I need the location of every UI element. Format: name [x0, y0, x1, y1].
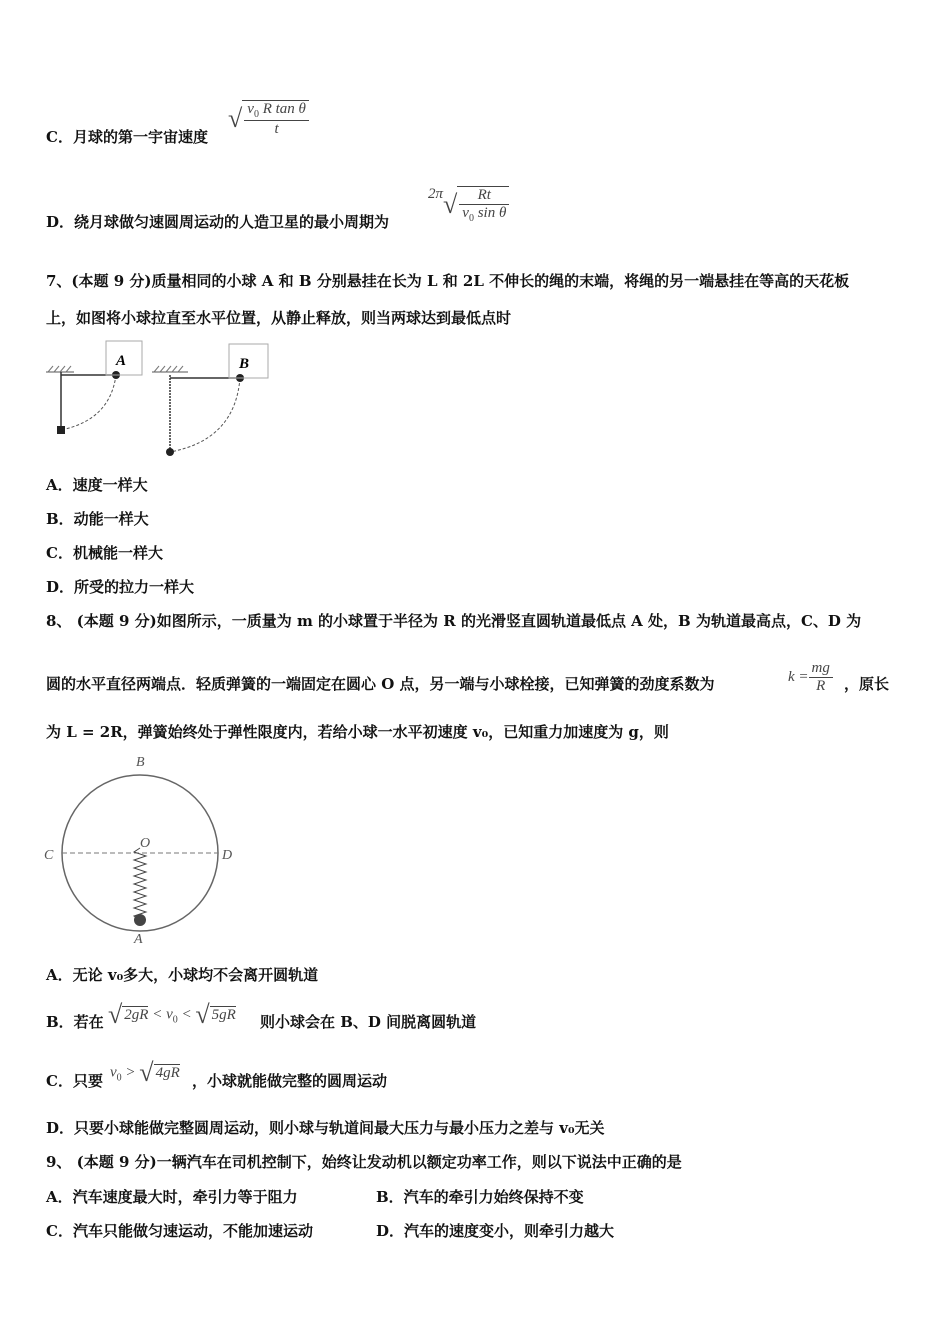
- q8-option-a: A．无论 v₀多大，小球均不会离开圆轨道: [46, 966, 319, 984]
- q6-option-c-formula: √ $\frac{v_0 R \tan \theta}{t}$: [228, 100, 309, 138]
- q7-option-c: C．机械能一样大: [46, 544, 163, 562]
- q6-option-d: [46, 212, 389, 232]
- label-a: A: [134, 932, 143, 947]
- q6-option-d-label: D．绕月球做匀速圆周运动的人造卫星的最小周期为: [46, 213, 390, 231]
- q7-stem-line2: 上，如图将小球拉直至水平位置，从静止释放，则当两球达到最低点时: [46, 309, 512, 327]
- label-d: D: [222, 848, 233, 863]
- arc-a: [61, 375, 116, 430]
- q8-k-formula: k = $\frac{mg}{R}$: [788, 660, 833, 695]
- ball-b-end: [166, 448, 174, 456]
- q8-circle-figure: [40, 748, 250, 948]
- q7-pendulum-figure: [40, 335, 280, 465]
- arc-b: [170, 378, 240, 452]
- q8-option-c-post: ，小球就能做完整的圆周运动: [192, 1072, 388, 1090]
- q7-option-d: D．所受的拉力一样大: [46, 578, 195, 596]
- q8-option-c: C．只要: [46, 1072, 103, 1090]
- q8-option-d: D．只要小球能做完整圆周运动，则小球与轨道间最大压力与最小压力之差与 v₀无关: [46, 1119, 605, 1137]
- q8-option-b-formula: √ $2gR < v_0$ < √ 5gR: [108, 1000, 236, 1029]
- q7-option-b: B．动能一样大: [46, 510, 149, 528]
- ball-a-end: [57, 426, 65, 434]
- q9-option-b: B．汽车的牵引力始终保持不变: [376, 1188, 584, 1206]
- q9-option-a: A．汽车速度最大时，牵引力等于阻力: [46, 1188, 298, 1206]
- label-o: O: [140, 836, 151, 851]
- q8-option-b-post: 则小球会在 B、D 间脱离圆轨道: [260, 1013, 477, 1031]
- spring: [134, 848, 146, 920]
- label-b: B: [239, 356, 250, 372]
- q8-stem-line1: 8、 (本题 9 分)如图所示，一质量为 m 的小球置于半径为 R 的光滑竖直圆轨道最低点 A 处，B 为轨道最高点，C、D 为: [46, 612, 862, 630]
- q8-stem-line2-post: ，原长: [844, 675, 890, 693]
- q9-option-c: C．汽车只能做匀速运动，不能加速运动: [46, 1222, 313, 1240]
- label-b: B: [136, 755, 145, 770]
- q8-option-c-formula: $v_0$ > √ 4gR: [110, 1058, 180, 1087]
- q8-option-b: B．若在: [46, 1013, 104, 1031]
- q7-stem-line1: 7、(本题 9 分)质量相同的小球 A 和 B 分别悬挂在长为 L 和 2L 不伸长的绳的末端，将绳的另一端悬挂在等高的天花板: [46, 272, 850, 290]
- q8-stem-line2: 圆的水平直径两端点．轻质弹簧的一端固定在圆心 O 点，另一端与小球栓接，已知弹簧的劲度系数为: [46, 675, 715, 693]
- q9-option-d: D．汽车的速度变小，则牵引力越大: [376, 1222, 615, 1240]
- q6-option-d-formula: 2π√ $\frac{Rt}{v_0 \sin \theta}$: [428, 186, 509, 224]
- label-c: C: [44, 848, 54, 863]
- q7-option-a: A．速度一样大: [46, 476, 148, 494]
- q8-stem-line3: 为 L = 2R，弹簧始终处于弹性限度内，若给小球一水平初速度 v₀，已知重力加速度为 g，则: [46, 723, 669, 741]
- label-a: A: [116, 353, 127, 369]
- ball: [134, 914, 146, 926]
- q6-option-c-label: C．月球的第一宇宙速度: [46, 128, 208, 146]
- q6-option-c: [46, 127, 208, 147]
- q9-stem: 9、 (本题 9 分)一辆汽车在司机控制下，始终让发动机以额定功率工作，则以下说法中正确的是: [46, 1153, 682, 1171]
